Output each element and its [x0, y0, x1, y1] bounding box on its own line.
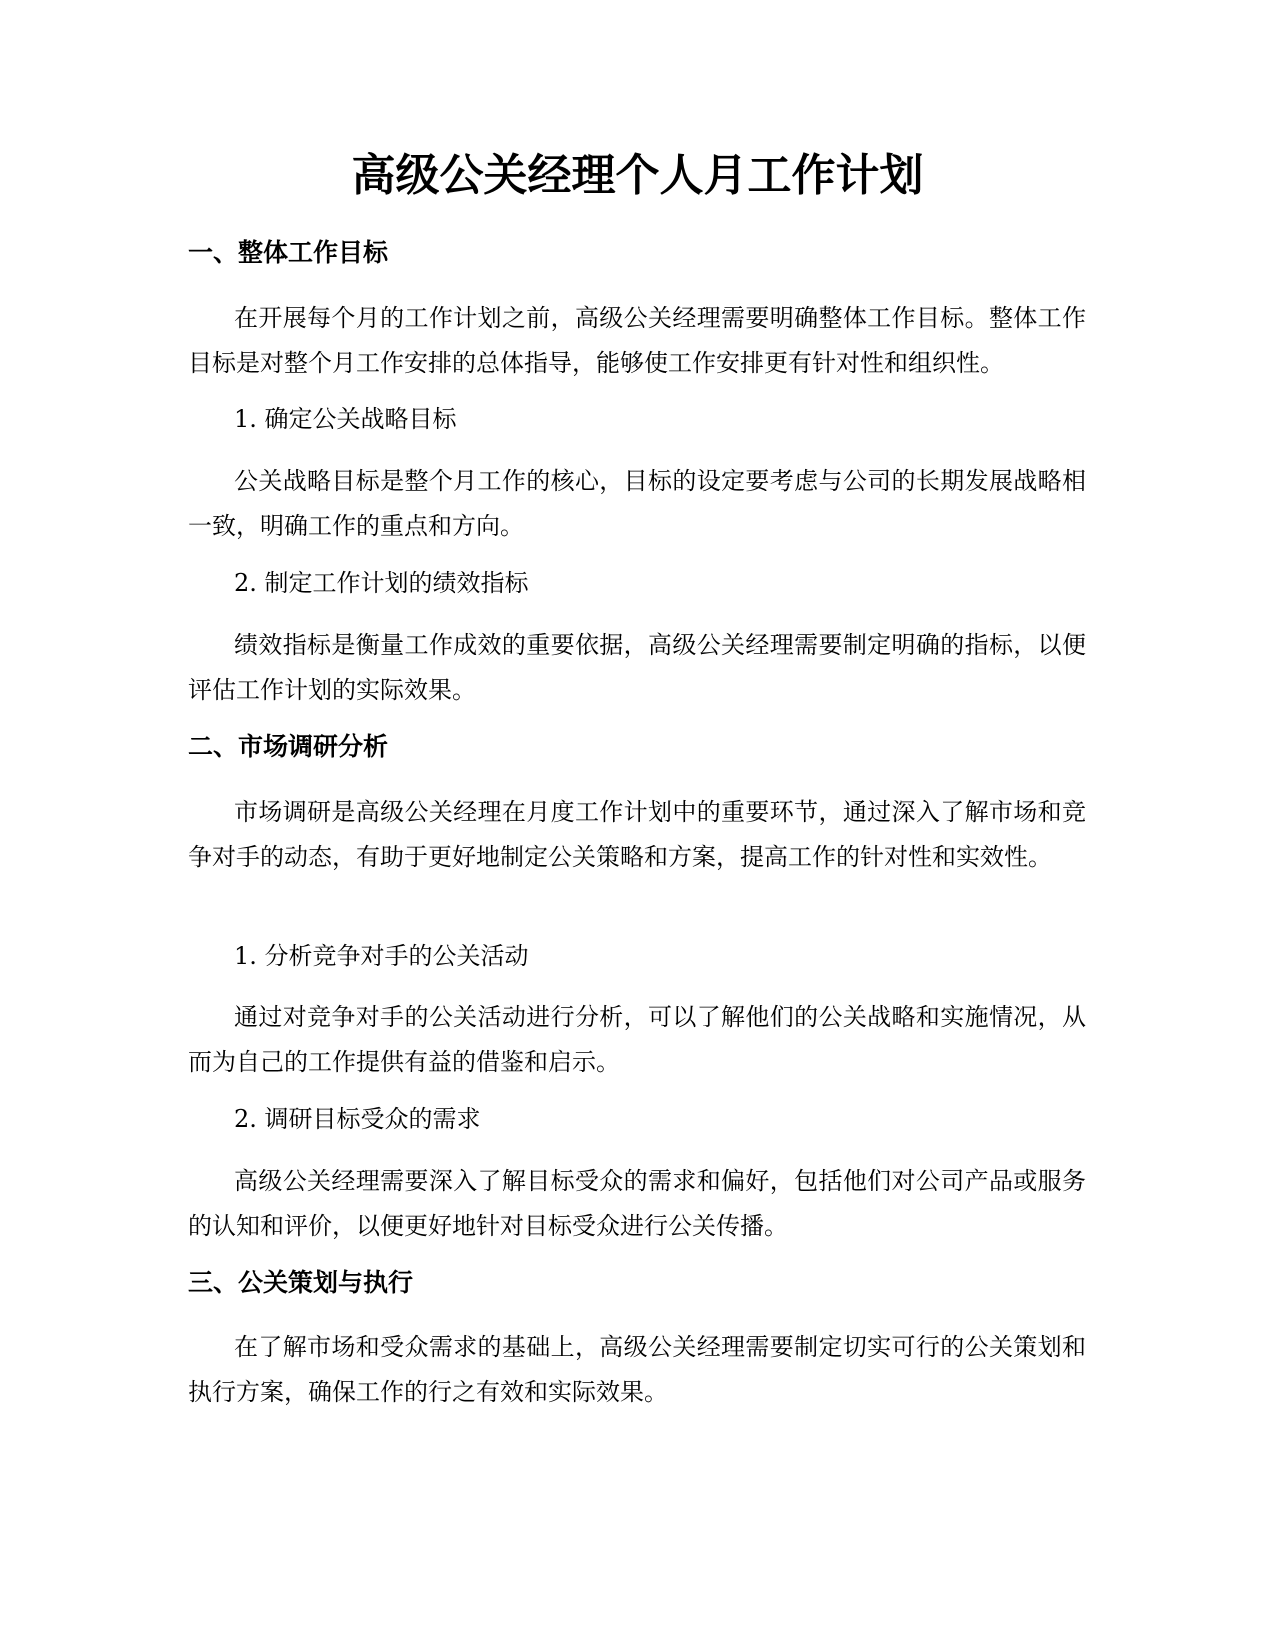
section1-item1-title: 1. 确定公关战略目标: [234, 405, 457, 433]
section3-heading: 三、公关策划与执行: [188, 1268, 414, 1297]
section1-item2-title: 2. 制定工作计划的绩效指标: [234, 569, 529, 597]
section3-intro-paragraph: 在了解市场和受众需求的基础上，高级公关经理需要制定切实可行的公关策划和执行方案，确保工作的行之有效和实际效果。: [188, 1333, 1086, 1406]
section1-intro-paragraph: 在开展每个月的工作计划之前，高级公关经理需要明确整体工作目标。整体工作目标是对整个月工作安排的总体指导，能够使工作安排更有针对性和组织性。: [188, 304, 1086, 377]
section2-item2-paragraph: 高级公关经理需要深入了解目标受众的需求和偏好，包括他们对公司产品或服务的认知和评价，以便更好地针对目标受众进行公关传播。: [188, 1167, 1086, 1240]
section2-item2-title: 2. 调研目标受众的需求: [234, 1105, 481, 1133]
section2-intro-paragraph: 市场调研是高级公关经理在月度工作计划中的重要环节，通过深入了解市场和竞争对手的动态，有助于更好地制定公关策略和方案，提高工作的针对性和实效性。: [188, 798, 1086, 871]
document-title: 高级公关经理个人月工作计划: [351, 150, 924, 201]
section2-item1-title: 1. 分析竞争对手的公关活动: [234, 942, 529, 970]
section1-heading: 一、整体工作目标: [188, 238, 389, 267]
section2-item1-paragraph: 通过对竞争对手的公关活动进行分析，可以了解他们的公关战略和实施情况，从而为自己的工作提供有益的借鉴和启示。: [188, 1003, 1086, 1076]
section1-item1-paragraph: 公关战略目标是整个月工作的核心，目标的设定要考虑与公司的长期发展战略相一致，明确工作的重点和方向。: [188, 467, 1086, 540]
section2-heading: 二、市场调研分析: [188, 732, 389, 761]
section1-item2-paragraph: 绩效指标是衡量工作成效的重要依据，高级公关经理需要制定明确的指标，以便评估工作计划的实际效果。: [188, 631, 1086, 704]
